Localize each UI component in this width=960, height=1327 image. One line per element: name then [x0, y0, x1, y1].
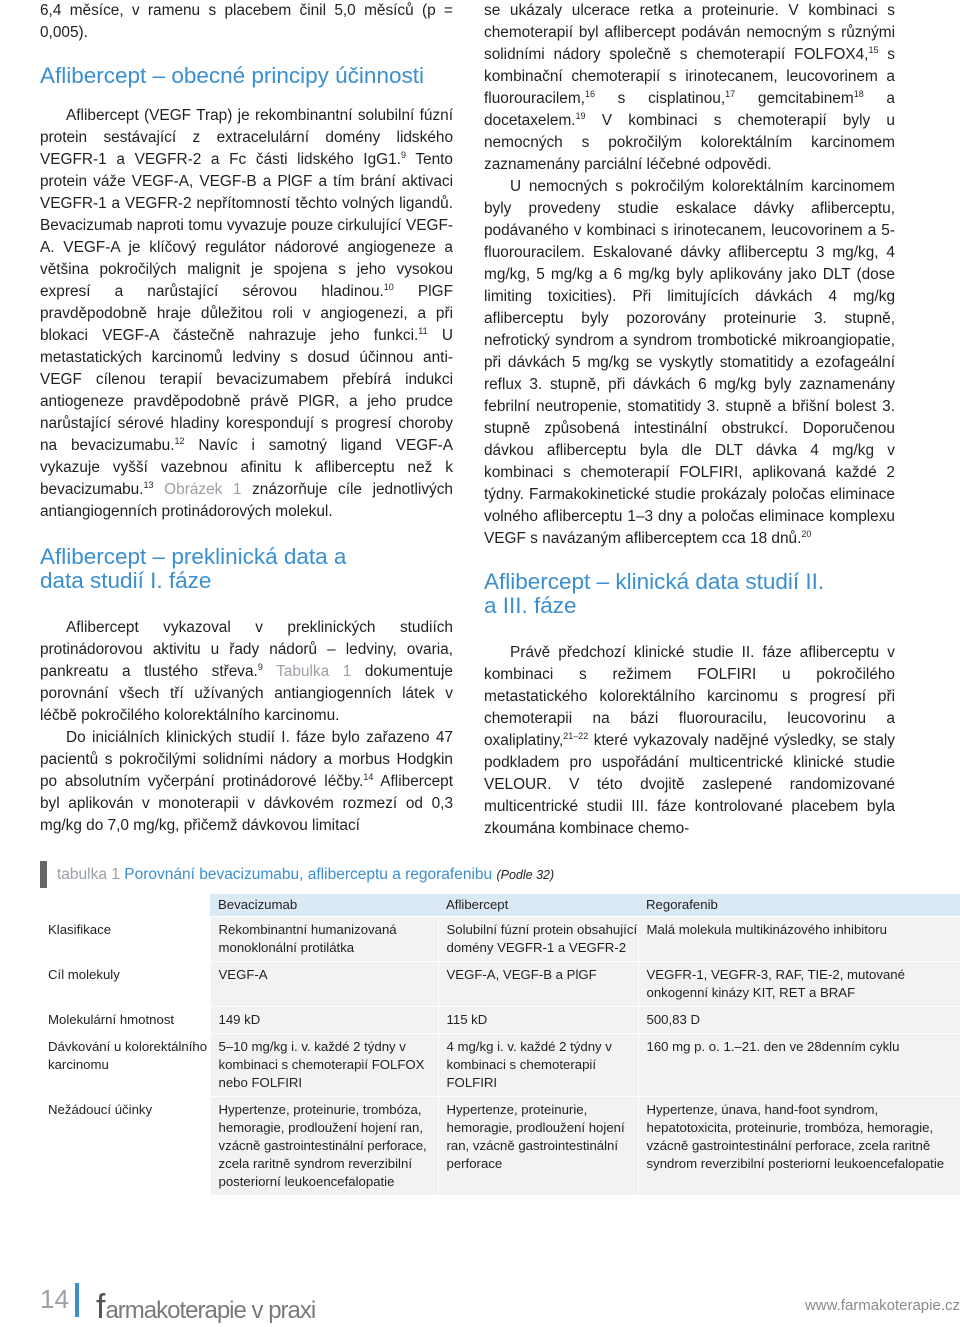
figure-reference: Obrázek 1: [153, 481, 242, 498]
table-cell: Hypertenze, únava, hand-foot syndrom, hepatotoxicita, proteinurie, trombóza, hemoragie, vzácně gastrointestinální perforace, zcela raritně syndrom reverzibilní posteriorní leukoencefalopatie: [638, 1097, 960, 1196]
table-cell: Hypertenze, proteinurie, trombóza, hemoragie, prodloužení hojení ran, vzácně gastrointestinální perforace, zcela raritně syndrom reverzibilní posteriorní leukoencefalopatie: [210, 1097, 438, 1196]
paragraph: U nemocných s pokročilým kolorektálním karcinomem byly provedeny studie eskalace dávky afliberceptu, podávaného v kombinaci s irinotecanem, leucovorinem a 5-fluorouracilem. Eskalované dávky afliberceptu 3 mg/kg, 4 mg/kg, 5 mg/kg a 6 mg/kg byly aplikovány jako DLT (dose limiting toxicities). Při limitujících dávkách 4 mg/kg afliberceptu byly pozorovány proteinurie 3. stupně, nefrotický syndrom a syndrom trombotické mikroangiopatie, při dávkách 5 mg/kg se vyskytly stomatitidy a ezofageální reflux 3. stupně, při dávkách 6 mg/kg byly zaznamenány febrilní neutropenie, stomatitidy 3. stupně a břišní bolest 3. stupně způsobená intestinální obstrukcí. Doporučenou dávkou afliberceptu byla dle DLT dávka 4 mg/kg v kombinaci s chemoterapií FOLFIRI, aplikovaná každé 2 týdny. Farmakokinetické studie prokázaly poločas eliminace volného afliberceptu 1–3 dny a poločas eliminace komplexu VEGF s navázaným afliberceptem cca 18 dnů.$^{20}$: [484, 178, 895, 547]
table-cell: VEGF-A, VEGF-B a PlGF: [438, 962, 638, 1007]
footer-url[interactable]: www.farmakoterapie.cz: [804, 1297, 960, 1314]
section-heading-mechanism: Aflibercept – obecné principy účinnosti: [40, 63, 424, 88]
paragraph: Aflibercept vykazoval v preklinických studiích protinádorovou aktivitu u řady nádorů – ledviny, ovaria, pankreatu a tlustého střeva.$^9$ Tabulka 1 dokumentuje porovnání všech tří užívaných antiangiogenních látek v léčbě pokročilého kolorektálního karcinomu.: [40, 619, 453, 724]
header-cell: [40, 894, 210, 917]
row-label: Molekulární hmotnost: [40, 1007, 210, 1034]
row-label: Klasifikace: [40, 917, 210, 962]
journal-logo: farmakoterapie v praxi: [96, 1288, 316, 1326]
table-source: (Podle 32): [496, 868, 555, 882]
table-cell: 115 kD: [438, 1007, 638, 1034]
table-cell: Hypertenze, proteinurie, hemoragie, prodloužení hojení ran, vzácně gastrointestinální perforace: [438, 1097, 638, 1196]
table-title: Porovnání bevacizumabu, afliberceptu a regorafenibu: [124, 866, 493, 883]
section-heading-preclinical: Aflibercept – preklinická data a data studií I. fáze: [40, 544, 347, 593]
table-cell: VEGFR-1, VEGFR-3, RAF, TIE-2, mutované onkogenní kinázy KIT, RET a BRAF: [638, 962, 960, 1007]
table-row: [40, 1034, 960, 1097]
table-row: [40, 962, 960, 1007]
paragraph: Aflibercept (VEGF Trap) je rekombinantní solubilní fúzní protein sestávající z extracelulární domény lidského VEGFR-1 a VEGFR-2 a Fc části lidského IgG1.$^9$ Tento protein váže VEGF-A, VEGF-B a PlGF a tím brání aktivaci VEGFR-1 a VEGFR-2 nepřítomností těchto volných ligandů. Bevacizumab naproti tomu vyvazuje pouze cirkulující VEGF-A. VEGF-A je klíčový regulátor nádorové angiogeneze a většina pokročilých malignit je spojena s jeho vysokou expresí a narůstající sérovou hladinou.$^{10}$ PlGF pravděpodobně hraje důležitou roli v angiogenezi, a při blokaci VEGF-A částečně nahrazuje jeho funkci.$^{11}$ U metastatických karcinomů ledviny s dosud účinnou anti-VEGF cílenou terapií bevacizumabem přebírá indukci antiogeneze pravděpodobně právě PlGR, a jeho prudce narůstající sérové hladiny korespondují s progresí choroby na bevacizumabu.$^{12}$ Navíc i samotný ligand VEGF-A vykazuje vyšší vazebnou afinitu k afliberceptu než k bevacizumabu.$^{13}$ Obrázek 1 znázorňuje cíle jednotlivých antiangiogenních protinádorových molekul.: [40, 107, 453, 520]
paragraph: Do iniciálních klinických studií I. fáze bylo zařazeno 47 pacientů s pokročilými solidními nádory a morbus Hodgkin po absolutním vyčerpání protinádorové léčby.$^{14}$ Aflibercept byl aplikován v monoterapii v dávkovém rozmezí od 0,3 mg/kg do 7,0 mg/kg, přičemž dávkovou limitací: [40, 729, 453, 834]
left-column: [40, 0, 453, 837]
table-cell: VEGF-A: [210, 962, 438, 1007]
table-cell: 160 mg p. o. 1.–21. den ve 28denním cyklu: [638, 1034, 960, 1097]
table-row: [40, 1007, 960, 1034]
table-reference: Tabulka 1: [262, 663, 352, 680]
right-column: [484, 0, 895, 840]
header-cell: Aflibercept: [438, 894, 638, 917]
table-cell: 149 kD: [210, 1007, 438, 1034]
header-cell: Bevacizumab: [210, 894, 438, 917]
table-caption: [40, 861, 554, 888]
table-cell: 5–10 mg/kg i. v. každé 2 týdny v kombinaci s chemoterapií FOLFOX nebo FOLFIRI: [210, 1034, 438, 1097]
table-row: [40, 1097, 960, 1196]
comparison-table: [40, 894, 960, 1196]
row-label: Nežádoucí účinky: [40, 1097, 210, 1196]
table-cell: Malá molekula multikinázového inhibitoru: [638, 917, 960, 962]
table-cell: Rekombinantní humanizovaná monoklonální protilátka: [210, 917, 438, 962]
table-cell: 4 mg/kg i. v. každé 2 týdny v kombinaci s chemoterapií FOLFIRI: [438, 1034, 638, 1097]
table-cell: Solubilní fúzní protein obsahující domény VEGFR-1 a VEGFR-2: [438, 917, 638, 962]
row-label: Cíl molekuly: [40, 962, 210, 1007]
paragraph: 6,4 měsíce, v ramenu s placebem činil 5,0 měsíců (p = 0,005).: [40, 2, 453, 41]
header-cell: Regorafenib: [638, 894, 960, 917]
footer-divider: [75, 1283, 79, 1317]
paragraph: Právě předchozí klinické studie II. fáze afliberceptu v kombinaci s režimem FOLFIRI u pokročilého metastatického kolorektálního karcinomu s progresí při chemoterapii na bázi fluorouracilu, leucovorinu a oxaliplatiny,$^{21-22}$ které vykazovaly nadějné výsledky, se staly podkladem pro uspořádání multicentrické klinické studie VELOUR. V této dvojitě zaslepené randomizované multicentrické studii III. fáze kontrolované placebem byla zkoumána kombinace chemo-: [484, 644, 895, 837]
table-cell: 500,83 D: [638, 1007, 960, 1034]
row-label: Dávkování u kolorektálního karcinomu: [40, 1034, 210, 1097]
table-row: [40, 917, 960, 962]
table-label: tabulka 1: [57, 866, 120, 883]
page-number: 14: [40, 1284, 69, 1314]
paragraph: se ukázaly ulcerace retka a proteinurie. V kombinaci s chemoterapií byl aflibercept podáván nemocným s různými solidními nádory společně s chemoterapií FOLFOX4,15 s kombinační chemoterapií s irinotecanem, leucovorinem a fluorouracilem,$^{16}$ s cisplatinou,$^{17}$ gemcitabinem$^{18}$ a docetaxelem.$^{19}$ V kombinaci s chemoterapií byly u nemocných s pokročilým kolorektálním karcinomem zaznamenány parciální léčebné odpovědi.: [484, 2, 895, 173]
section-heading-clinical: Aflibercept – klinická data studií II. a III. fáze: [484, 569, 825, 618]
table-header-row: [40, 894, 960, 917]
